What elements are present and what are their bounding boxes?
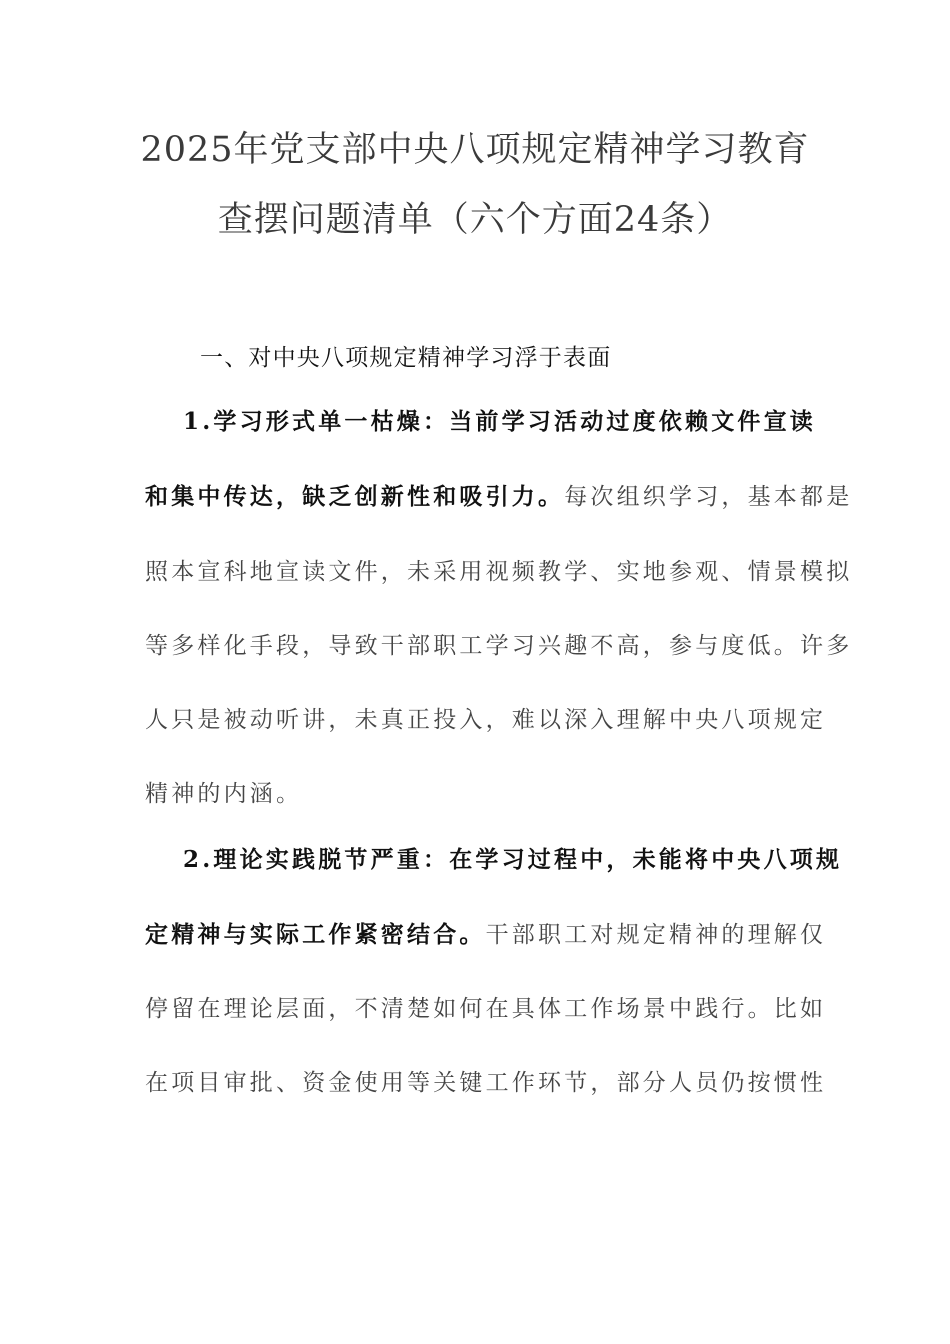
item-2-heading-line-1: 2.理论实践脱节严重：在学习过程中，未能将中央八项规 xyxy=(183,846,843,873)
item-2-text-line-3: 停留在理论层面，不清楚如何在具体工作场景中践行。比如 xyxy=(145,996,827,1022)
section-heading-1: 一、对中央八项规定精神学习浮于表面 xyxy=(200,345,612,371)
item-1-text-line-2: 每次组织学习，基本都是 xyxy=(564,484,853,510)
item-1-heading-line-1: 1.学习形式单一枯燥：当前学习活动过度依赖文件宣读 xyxy=(183,408,817,435)
item-1-line-2 xyxy=(145,482,853,512)
item-1-text-line-6: 精神的内涵。 xyxy=(145,781,303,807)
item-1-text-line-3: 照本宣科地宣读文件，未采用视频教学、实地参观、情景模拟 xyxy=(145,559,853,585)
document-title-line-1: 2025年党支部中央八项规定精神学习教育 xyxy=(140,130,810,170)
item-1-text-line-4: 等多样化手段，导致干部职工学习兴趣不高，参与度低。许多 xyxy=(145,633,853,659)
item-2-text-line-4: 在项目审批、资金使用等关键工作环节，部分人员仍按惯性 xyxy=(145,1070,827,1096)
item-1-heading-line-2: 和集中传达，缺乏创新性和吸引力。 xyxy=(145,483,565,510)
document-title-line-2: 查摆问题清单（六个方面24条） xyxy=(217,200,733,240)
item-2-text-line-2: 干部职工对规定精神的理解仅 xyxy=(485,922,827,948)
item-2-heading-line-2: 定精神与实际工作紧密结合。 xyxy=(145,921,486,948)
item-2-line-2 xyxy=(145,920,827,950)
item-1-text-line-5: 人只是被动听讲，未真正投入，难以深入理解中央八项规定 xyxy=(145,707,827,733)
